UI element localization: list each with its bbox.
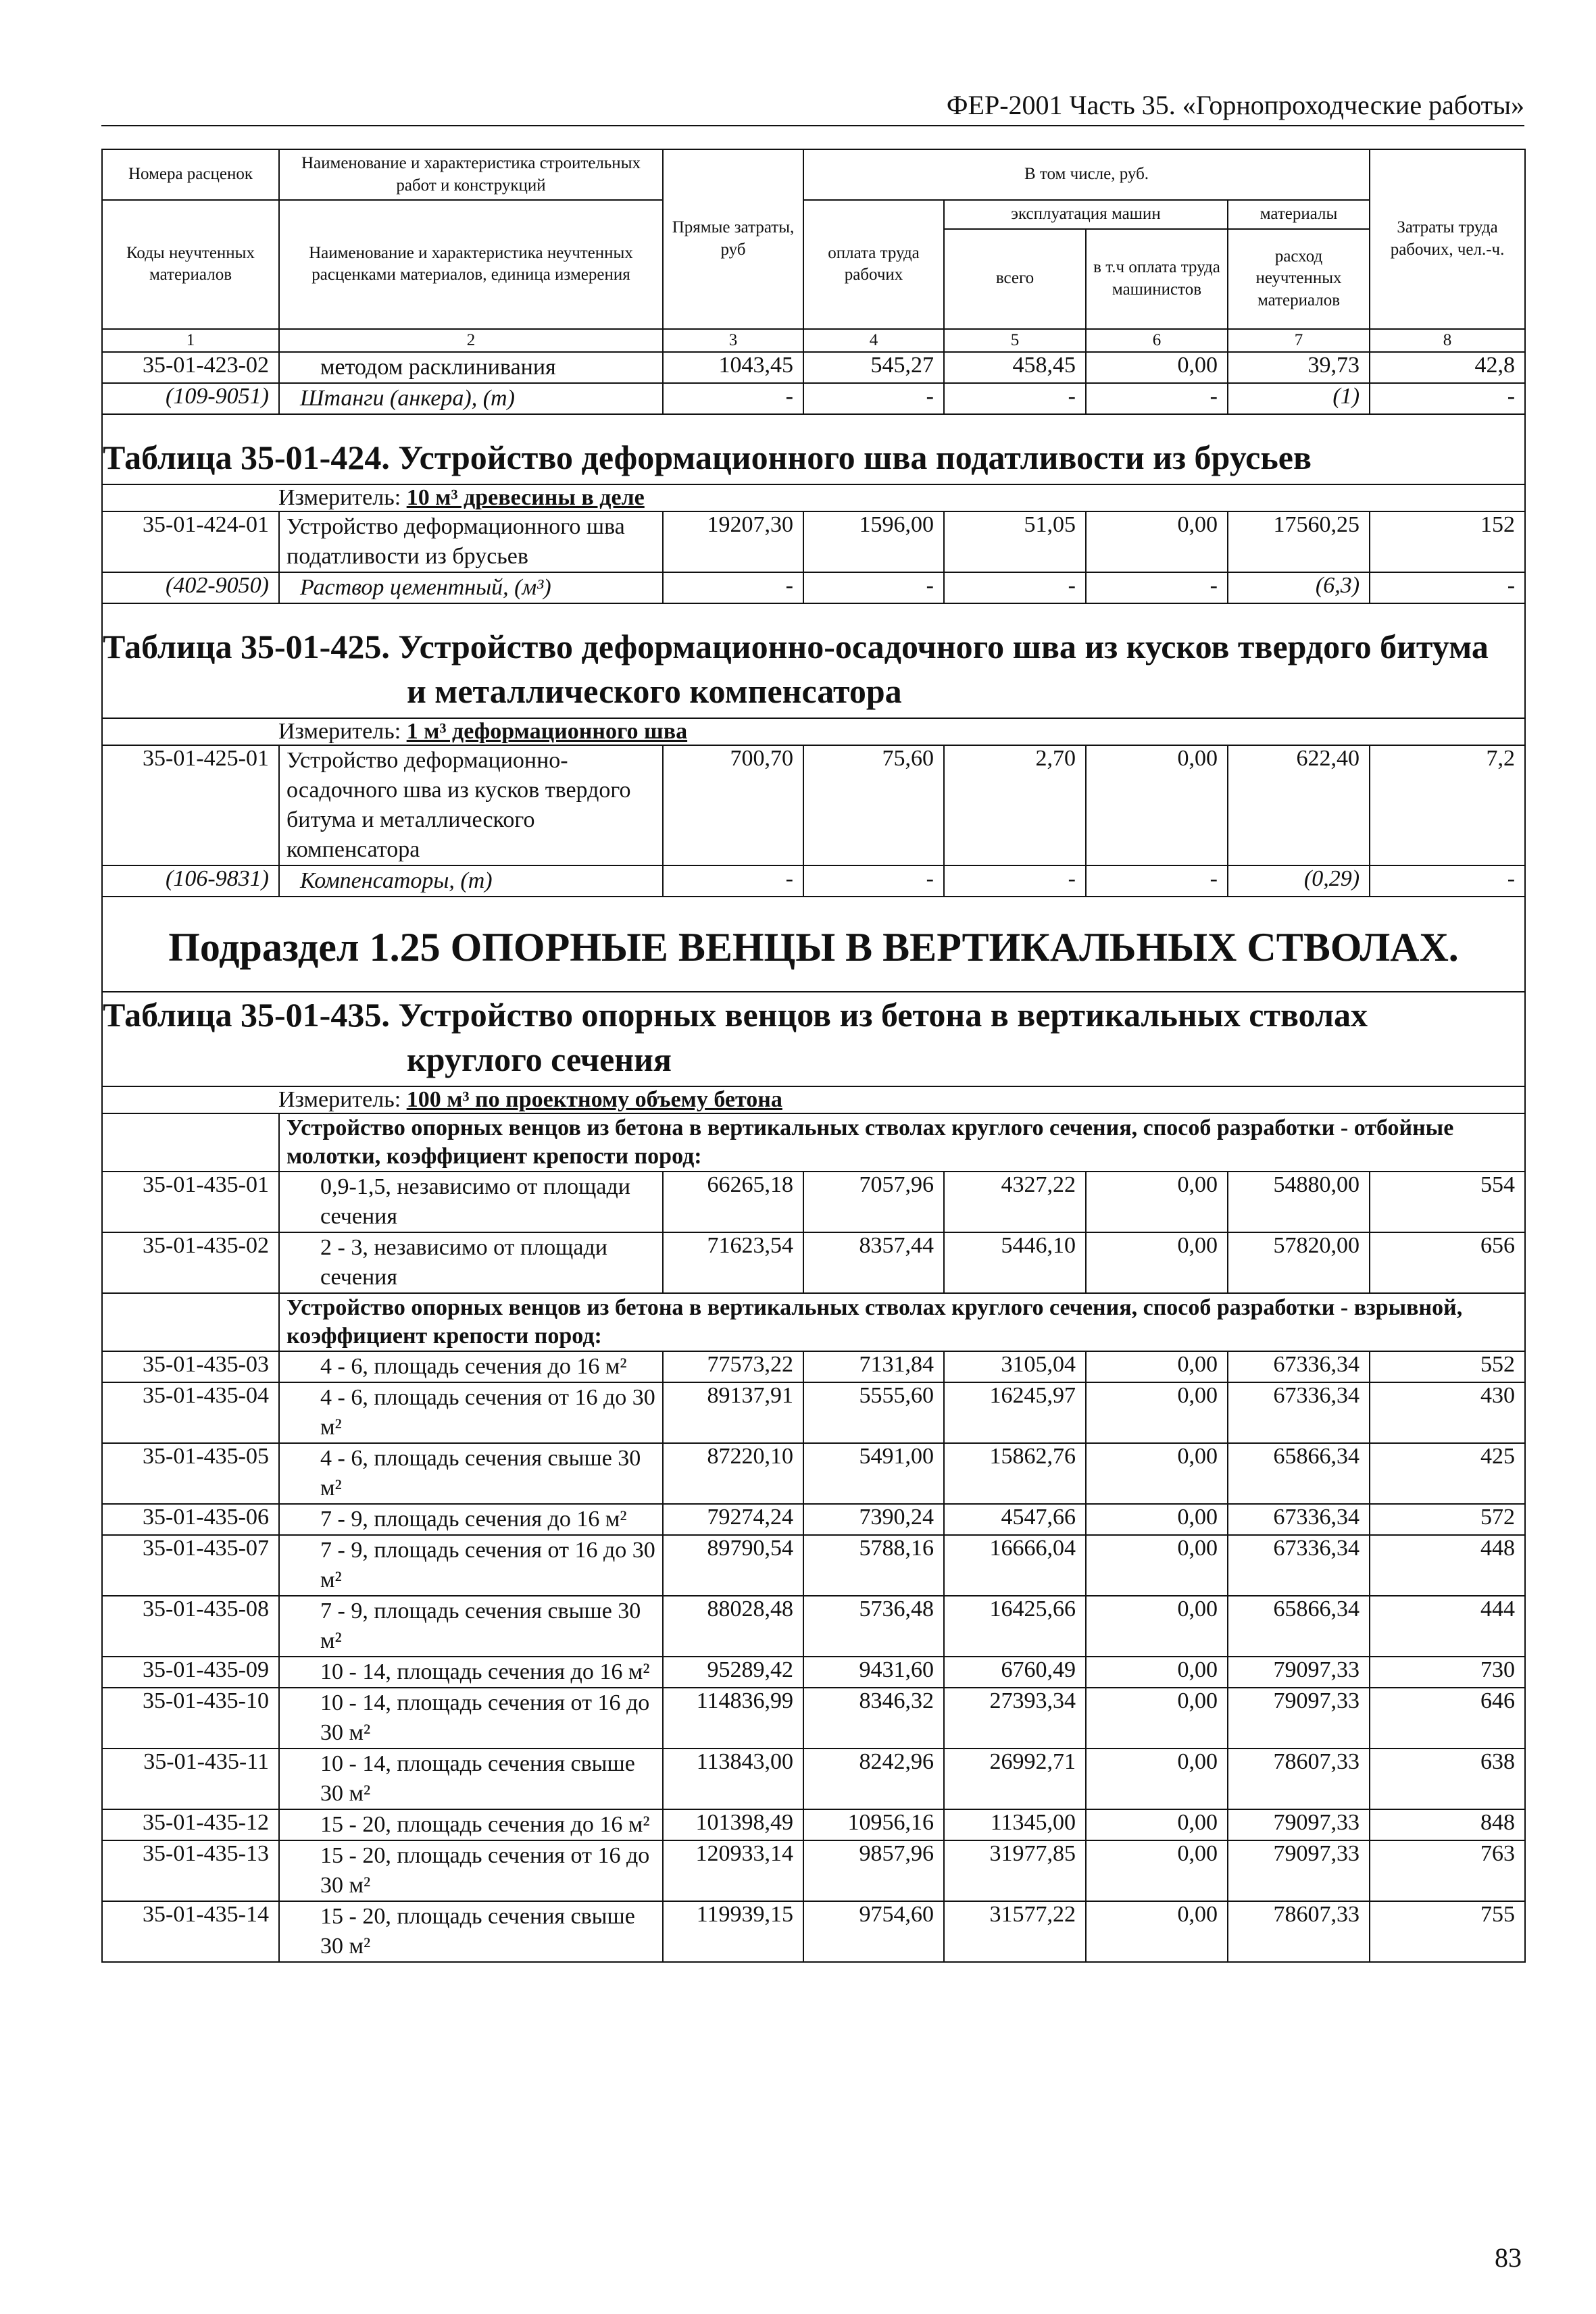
labor-hours: 646: [1370, 1688, 1525, 1749]
labor-hours: 448: [1370, 1535, 1525, 1596]
machine-pay: 0,00: [1086, 1596, 1228, 1657]
machine-pay: 0,00: [1086, 1504, 1228, 1535]
measure-value: 10 м³ древесины в деле: [406, 485, 645, 510]
material-code: (106-9831): [102, 865, 279, 897]
direct-costs-header: Прямые затраты, руб: [663, 149, 803, 329]
work-name: 15 - 20, площадь сечения от 16 до 30 м²: [279, 1840, 663, 1901]
direct-cost: 89790,54: [663, 1535, 803, 1596]
labor-hours: 152: [1370, 511, 1525, 572]
labor-pay: 8346,32: [803, 1688, 944, 1749]
table-row: [102, 1749, 1525, 1809]
table-row: [102, 1657, 1525, 1688]
labor-pay: -: [803, 865, 944, 897]
materials: 67336,34: [1228, 1504, 1370, 1535]
measure-value: 100 м³ по проектному объему бетона: [406, 1087, 782, 1112]
labor-pay: 8242,96: [803, 1749, 944, 1809]
work-name: методом расклинивания: [279, 352, 663, 383]
group2-rows: [102, 1351, 1525, 1962]
work-name: Устройство деформационно-осадочного шва из кусков твердого битума и металлического компенсатора: [279, 745, 663, 865]
machine-total-header: всего: [944, 229, 1086, 329]
machine-total: 6760,49: [944, 1657, 1086, 1688]
rate-code: 35-01-435-13: [102, 1840, 279, 1901]
rate-code: 35-01-435-03: [102, 1351, 279, 1382]
table-title-line: Таблица 35-01-425. Устройство деформационно-осадочного шва из кусков твердого битума: [103, 628, 1489, 665]
group-blank-cell: [102, 1113, 279, 1172]
machine-total: 2,70: [944, 745, 1086, 865]
measure-435: [102, 1086, 1525, 1113]
work-name: 7 - 9, площадь сечения до 16 м²: [279, 1504, 663, 1535]
rate-code: 35-01-435-02: [102, 1232, 279, 1293]
rate-code: 35-01-435-10: [102, 1688, 279, 1749]
table-row: [102, 511, 1525, 572]
work-name: 10 - 14, площадь сечения свыше 30 м²: [279, 1749, 663, 1809]
machine-total: 27393,34: [944, 1688, 1086, 1749]
materials: 67336,34: [1228, 1382, 1370, 1443]
machine-total: 31577,22: [944, 1901, 1086, 1962]
col-number: 7: [1228, 329, 1370, 353]
labor-pay: 5788,16: [803, 1535, 944, 1596]
direct-cost: 101398,49: [663, 1809, 803, 1840]
materials: 79097,33: [1228, 1840, 1370, 1901]
rate-code: 35-01-435-14: [102, 1901, 279, 1962]
machine-total: 4327,22: [944, 1172, 1086, 1232]
direct-cost: 71623,54: [663, 1232, 803, 1293]
machine-total: 458,45: [944, 352, 1086, 383]
machine-pay: 0,00: [1086, 1535, 1228, 1596]
materials: 65866,34: [1228, 1443, 1370, 1504]
machine-pay: 0,00: [1086, 1840, 1228, 1901]
table-title-line: и металлического компенсатора: [407, 672, 902, 710]
labor-hours: 638: [1370, 1749, 1525, 1809]
group-blank-cell: [102, 1293, 279, 1351]
material-name: Раствор цементный, (м³): [279, 572, 663, 603]
machine-total: 26992,71: [944, 1749, 1086, 1809]
machine-total: 16425,66: [944, 1596, 1086, 1657]
labor-hours: 848: [1370, 1809, 1525, 1840]
rate-code: 35-01-435-06: [102, 1504, 279, 1535]
labor-costs-header: Затраты труда рабочих, чел.-ч.: [1370, 149, 1525, 329]
table-row: [102, 1901, 1525, 1962]
table-title-435: [102, 992, 1525, 1086]
work-name: 4 - 6, площадь сечения до 16 м²: [279, 1351, 663, 1382]
rate-code: 35-01-423-02: [102, 352, 279, 383]
machine-pay: 0,00: [1086, 1382, 1228, 1443]
labor-pay: -: [803, 383, 944, 414]
direct-cost: 113843,00: [663, 1749, 803, 1809]
direct-cost: -: [663, 383, 803, 414]
table-row: [102, 383, 1525, 414]
labor-pay: 7131,84: [803, 1351, 944, 1382]
material-name: Компенсаторы, (т): [279, 865, 663, 897]
machine-pay: 0,00: [1086, 745, 1228, 865]
direct-cost: 120933,14: [663, 1840, 803, 1901]
table-row: [102, 745, 1525, 865]
materials: 78607,33: [1228, 1749, 1370, 1809]
labor-pay-header: оплата труда рабочих: [803, 200, 944, 329]
machine-pay: -: [1086, 383, 1228, 414]
machine-total: 5446,10: [944, 1232, 1086, 1293]
column-numbers-row: [102, 329, 1525, 353]
machine-total: 16245,97: [944, 1382, 1086, 1443]
materials: (6,3): [1228, 572, 1370, 603]
measure-label: Измеритель:: [278, 485, 401, 510]
machine-total: -: [944, 572, 1086, 603]
machine-pay: 0,00: [1086, 1351, 1228, 1382]
col-number: 5: [944, 329, 1086, 353]
labor-hours: 730: [1370, 1657, 1525, 1688]
page-number: 83: [1495, 2242, 1522, 2273]
machine-pay: 0,00: [1086, 511, 1228, 572]
table-row: [102, 1351, 1525, 1382]
materials: 67336,34: [1228, 1535, 1370, 1596]
direct-cost: 88028,48: [663, 1596, 803, 1657]
running-title: ФЕР-2001 Часть 35. «Горнопроходческие работы»: [946, 90, 1524, 120]
table-row: [102, 1382, 1525, 1443]
labor-hours: 763: [1370, 1840, 1525, 1901]
material-code: (402-9050): [102, 572, 279, 603]
labor-pay: 5555,60: [803, 1382, 944, 1443]
materials: 79097,33: [1228, 1809, 1370, 1840]
table-title-line: круглого сечения: [407, 1040, 672, 1078]
machine-pay: 0,00: [1086, 352, 1228, 383]
rate-code: 35-01-435-09: [102, 1657, 279, 1688]
direct-cost: -: [663, 572, 803, 603]
labor-pay: 5736,48: [803, 1596, 944, 1657]
work-name: 10 - 14, площадь сечения до 16 м²: [279, 1657, 663, 1688]
rate-code: 35-01-435-04: [102, 1382, 279, 1443]
group-heading: Устройство опорных венцов из бетона в вертикальных стволах круглого сечения, способ разработки - взрывной, коэффициент крепости пород:: [279, 1293, 1525, 1351]
machine-pay: 0,00: [1086, 1901, 1228, 1962]
labor-hours: 656: [1370, 1232, 1525, 1293]
machine-total: 3105,04: [944, 1351, 1086, 1382]
measure-label: Измеритель:: [278, 719, 401, 744]
machine-total: 31977,85: [944, 1840, 1086, 1901]
labor-pay: 5491,00: [803, 1443, 944, 1504]
rate-code: 35-01-435-07: [102, 1535, 279, 1596]
col1-bottom-header: Коды неучтенных материалов: [102, 200, 279, 329]
materials: 67336,34: [1228, 1351, 1370, 1382]
col-number: 8: [1370, 329, 1525, 353]
table-row: [102, 1840, 1525, 1901]
col1-top-header: Номера расценок: [102, 149, 279, 200]
labor-hours: 554: [1370, 1172, 1525, 1232]
direct-cost: -: [663, 865, 803, 897]
work-name: 0,9-1,5, независимо от площади сечения: [279, 1172, 663, 1232]
materials: 65866,34: [1228, 1596, 1370, 1657]
machine-total: 4547,66: [944, 1504, 1086, 1535]
materials: (0,29): [1228, 865, 1370, 897]
direct-cost: 700,70: [663, 745, 803, 865]
rates-table: [101, 149, 1526, 1963]
materials: 79097,33: [1228, 1657, 1370, 1688]
labor-hours: 572: [1370, 1504, 1525, 1535]
labor-pay: -: [803, 572, 944, 603]
machine-total: 51,05: [944, 511, 1086, 572]
labor-hours: 430: [1370, 1382, 1525, 1443]
table-title-424: Таблица 35-01-424. Устройство деформационного шва податливости из брусьев: [102, 414, 1525, 484]
group-heading: Устройство опорных венцов из бетона в вертикальных стволах круглого сечения, способ разработки - отбойные молотки, коэффициент крепости пород:: [279, 1113, 1525, 1172]
materials: 39,73: [1228, 352, 1370, 383]
labor-hours: 444: [1370, 1596, 1525, 1657]
machine-pay: -: [1086, 865, 1228, 897]
header-rule: [101, 125, 1524, 126]
labor-pay: 1596,00: [803, 511, 944, 572]
machine-pay: 0,00: [1086, 1809, 1228, 1840]
subsection-title: Подраздел 1.25 ОПОРНЫЕ ВЕНЦЫ В ВЕРТИКАЛЬНЫХ СТВОЛАХ.: [102, 897, 1525, 992]
col2-bottom-header: Наименование и характеристика неучтенных расценками материалов, единица измерения: [279, 200, 663, 329]
machine-pay-header: в т.ч оплата труда машинистов: [1086, 229, 1228, 329]
rate-code: 35-01-424-01: [102, 511, 279, 572]
labor-pay: 75,60: [803, 745, 944, 865]
col-number: 3: [663, 329, 803, 353]
machine-pay: 0,00: [1086, 1443, 1228, 1504]
labor-pay: 9754,60: [803, 1901, 944, 1962]
col2-top-header: Наименование и характеристика строительных работ и конструкций: [279, 149, 663, 200]
work-name: 4 - 6, площадь сечения свыше 30 м²: [279, 1443, 663, 1504]
machine-total: -: [944, 383, 1086, 414]
machine-total: 11345,00: [944, 1809, 1086, 1840]
materials: 54880,00: [1228, 1172, 1370, 1232]
direct-cost: 87220,10: [663, 1443, 803, 1504]
machine-op-header: эксплуатация машин: [944, 200, 1228, 229]
measure-425: [102, 718, 1525, 745]
labor-pay: 8357,44: [803, 1232, 944, 1293]
measure-label: Измеритель:: [278, 1087, 401, 1112]
materials: 622,40: [1228, 745, 1370, 865]
table-header: [102, 149, 1525, 352]
group1-rows: [102, 1172, 1525, 1293]
direct-cost: 79274,24: [663, 1504, 803, 1535]
table-row: [102, 865, 1525, 897]
labor-hours: 42,8: [1370, 352, 1525, 383]
direct-cost: 89137,91: [663, 1382, 803, 1443]
direct-cost: 1043,45: [663, 352, 803, 383]
work-name: 7 - 9, площадь сечения от 16 до 30 м²: [279, 1535, 663, 1596]
col-number: 6: [1086, 329, 1228, 353]
measure-value: 1 м³ деформационного шва: [406, 719, 688, 744]
col-number: 4: [803, 329, 944, 353]
materials: 57820,00: [1228, 1232, 1370, 1293]
labor-hours: 7,2: [1370, 745, 1525, 865]
rate-code: 35-01-425-01: [102, 745, 279, 865]
machine-pay: -: [1086, 572, 1228, 603]
table-row: [102, 1232, 1525, 1293]
table-title-425: [102, 603, 1525, 718]
machine-total: 15862,76: [944, 1443, 1086, 1504]
work-name: 2 - 3, независимо от площади сечения: [279, 1232, 663, 1293]
material-code: (109-9051): [102, 383, 279, 414]
labor-hours: -: [1370, 572, 1525, 603]
labor-pay: 7057,96: [803, 1172, 944, 1232]
table-row: [102, 1596, 1525, 1657]
machine-total: -: [944, 865, 1086, 897]
table-row: [102, 1809, 1525, 1840]
labor-pay: 9857,96: [803, 1840, 944, 1901]
labor-hours: 425: [1370, 1443, 1525, 1504]
materials-expense-header: расход неучтенных материалов: [1228, 229, 1370, 329]
incl-header: В том числе, руб.: [803, 149, 1370, 200]
materials: 17560,25: [1228, 511, 1370, 572]
work-name: 4 - 6, площадь сечения от 16 до 30 м²: [279, 1382, 663, 1443]
work-name: 15 - 20, площадь сечения свыше 30 м²: [279, 1901, 663, 1962]
labor-hours: 755: [1370, 1901, 1525, 1962]
labor-hours: 552: [1370, 1351, 1525, 1382]
table-title-line: Таблица 35-01-435. Устройство опорных венцов из бетона в вертикальных стволах: [103, 996, 1368, 1034]
direct-cost: 114836,99: [663, 1688, 803, 1749]
labor-pay: 10956,16: [803, 1809, 944, 1840]
table-row: [102, 352, 1525, 383]
labor-pay: 9431,60: [803, 1657, 944, 1688]
table-row: [102, 1535, 1525, 1596]
table-row: [102, 1504, 1525, 1535]
labor-pay: 7390,24: [803, 1504, 944, 1535]
direct-cost: 66265,18: [663, 1172, 803, 1232]
direct-cost: 119939,15: [663, 1901, 803, 1962]
work-name: 15 - 20, площадь сечения до 16 м²: [279, 1809, 663, 1840]
work-name: 7 - 9, площадь сечения свыше 30 м²: [279, 1596, 663, 1657]
rate-code: 35-01-435-12: [102, 1809, 279, 1840]
table-row: [102, 572, 1525, 603]
labor-hours: -: [1370, 865, 1525, 897]
machine-pay: 0,00: [1086, 1657, 1228, 1688]
labor-pay: 545,27: [803, 352, 944, 383]
labor-hours: -: [1370, 383, 1525, 414]
rate-code: 35-01-435-11: [102, 1749, 279, 1809]
machine-pay: 0,00: [1086, 1172, 1228, 1232]
direct-cost: 77573,22: [663, 1351, 803, 1382]
material-name: Штанги (анкера), (т): [279, 383, 663, 414]
col-number: 1: [102, 329, 279, 353]
materials: 78607,33: [1228, 1901, 1370, 1962]
work-name: 10 - 14, площадь сечения от 16 до 30 м²: [279, 1688, 663, 1749]
table-row: [102, 1688, 1525, 1749]
direct-cost: 95289,42: [663, 1657, 803, 1688]
table-row: [102, 1172, 1525, 1232]
measure-424: [102, 484, 1525, 511]
col-number: 2: [279, 329, 663, 353]
materials: (1): [1228, 383, 1370, 414]
direct-cost: 19207,30: [663, 511, 803, 572]
machine-pay: 0,00: [1086, 1749, 1228, 1809]
table-row: [102, 1443, 1525, 1504]
document-body: [101, 149, 1524, 1963]
materials-header: материалы: [1228, 200, 1370, 229]
rate-code: 35-01-435-05: [102, 1443, 279, 1504]
machine-pay: 0,00: [1086, 1688, 1228, 1749]
rate-code: 35-01-435-01: [102, 1172, 279, 1232]
rate-code: 35-01-435-08: [102, 1596, 279, 1657]
materials: 79097,33: [1228, 1688, 1370, 1749]
machine-pay: 0,00: [1086, 1232, 1228, 1293]
work-name: Устройство деформационного шва податливости из брусьев: [279, 511, 663, 572]
machine-total: 16666,04: [944, 1535, 1086, 1596]
